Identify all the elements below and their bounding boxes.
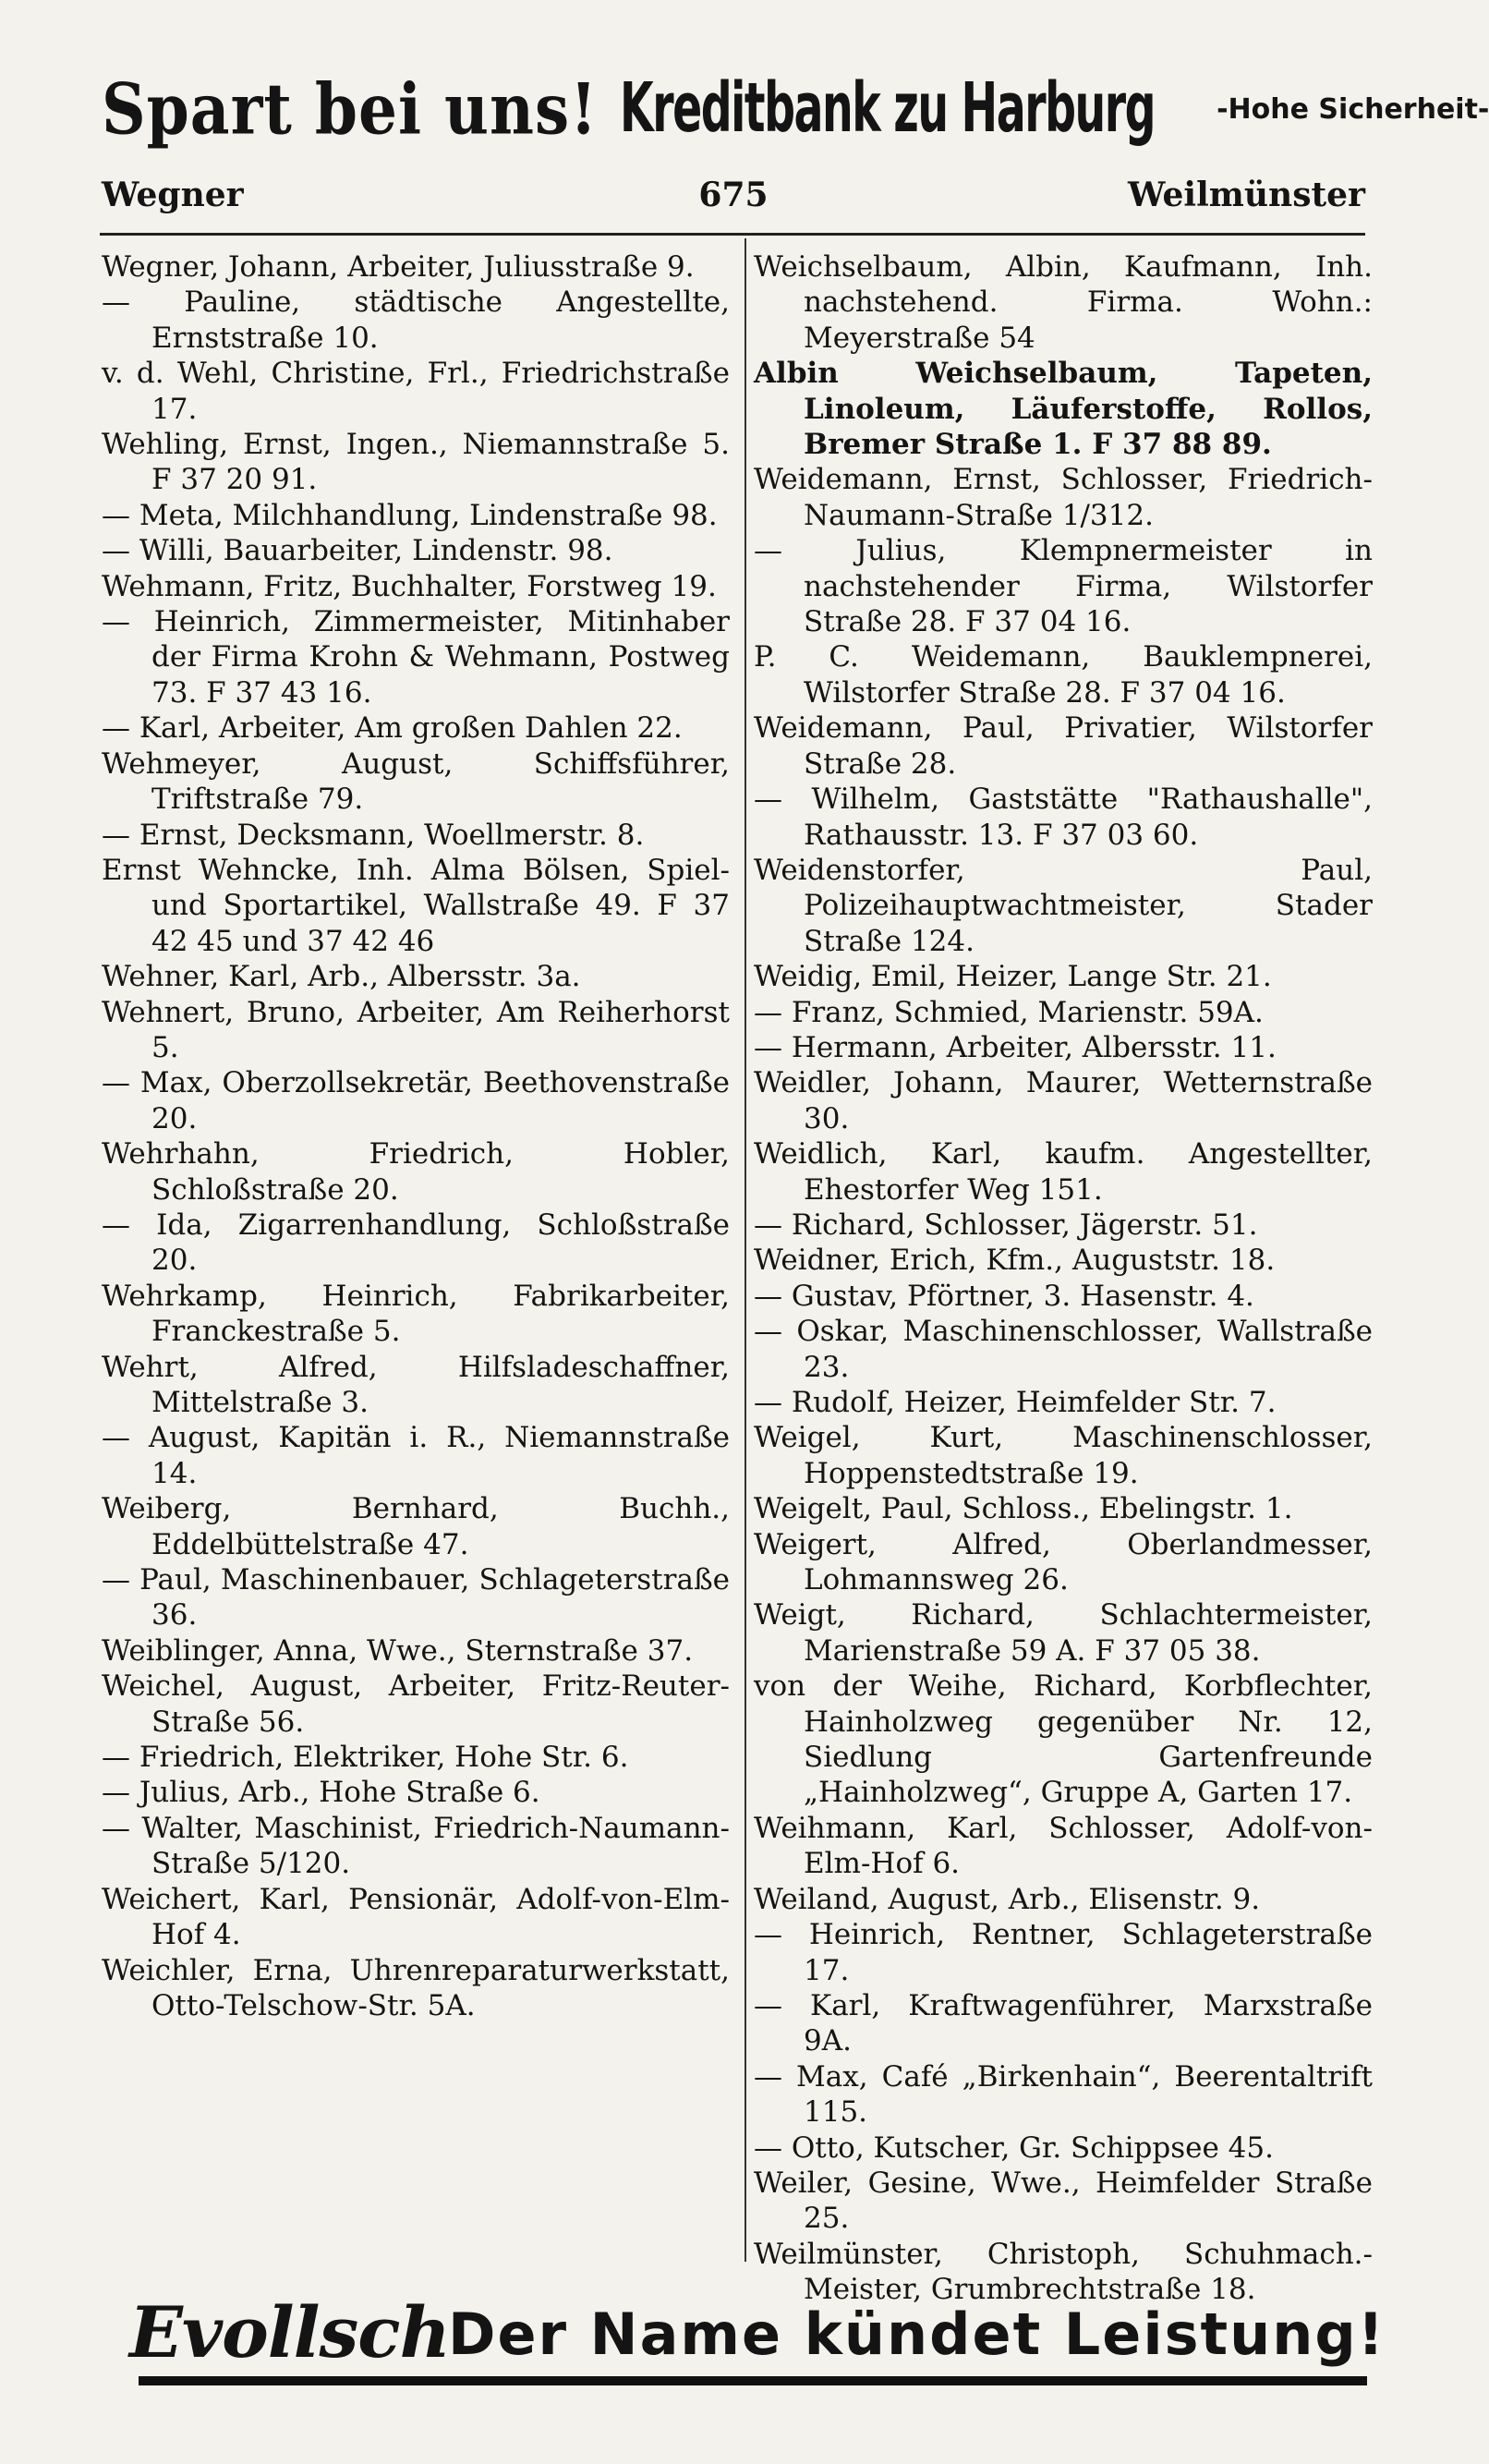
directory-entry: Wehrkamp, Heinrich, Fabrikarbeiter, Franckestraße 5. <box>102 1279 730 1349</box>
directory-entry: Weiler, Gesine, Wwe., Heimfelder Straße 25. <box>754 2166 1373 2236</box>
directory-entry: — Heinrich, Rentner, Schlageterstraße 17. <box>754 1918 1373 1987</box>
directory-entry: von der Weihe, Richard, Korbflechter, Hainholzweg gegenüber Nr. 12, Siedlung Gartenfreunde „Hainholzweg“, Gruppe A, Garten 17. <box>754 1669 1373 1810</box>
directory-entry: Weihmann, Karl, Schlosser, Adolf-von-Elm-Hof 6. <box>754 1811 1373 1881</box>
top-banner-ad <box>102 67 1489 152</box>
directory-entry: — Ida, Zigarrenhandlung, Schloßstraße 20. <box>102 1208 730 1278</box>
ad-brand-logo: Evollsch <box>129 2291 450 2373</box>
directory-entry: — Rudolf, Heizer, Heimfelder Str. 7. <box>754 1386 1277 1419</box>
running-header <box>102 176 1365 231</box>
header-last-name: Weilmünster <box>1128 176 1365 214</box>
directory-entry: — Willi, Bauarbeiter, Lindenstr. 98. <box>102 534 613 568</box>
directory-entry: Weiland, August, Arb., Elisenstr. 9. <box>754 1882 1261 1916</box>
directory-entry: Weidemann, Ernst, Schlosser, Friedrich-Naumann-Straße 1/312. <box>754 463 1373 532</box>
left-column <box>102 249 730 2254</box>
directory-entry: Weichler, Erna, Uhrenreparaturwerkstatt, Otto-Telschow-Str. 5A. <box>102 1953 730 2022</box>
directory-entry: v. d. Wehl, Christine, Frl., Friedrichstraße 17. <box>102 357 730 426</box>
directory-entry: Ernst Wehncke, Inh. Alma Bölsen, Spiel- und Sportartikel, Wallstraße 49. F 37 42 45 und 37 42 46 <box>102 853 730 958</box>
directory-entry: Weichselbaum, Albin, Kaufmann, Inh. nachstehend. Firma. Wohn.: Meyerstraße 54 <box>754 250 1373 355</box>
directory-entry: — Otto, Kutscher, Gr. Schippsee 45. <box>754 2130 1274 2165</box>
directory-entry: Weichel, August, Arbeiter, Fritz-Reuter-Straße 56. <box>102 1669 730 1739</box>
directory-entry: — Friedrich, Elektriker, Hohe Str. 6. <box>102 1741 629 1775</box>
directory-entry: Weiblinger, Anna, Wwe., Sternstraße 37. <box>102 1633 694 1668</box>
directory-entry: Wehling, Ernst, Ingen., Niemannstraße 5. F 37 20 91. <box>102 428 730 497</box>
banner-bank-name: Kreditbank zu Harburg <box>620 69 1156 149</box>
directory-entry: Albin Weichselbaum, Tapeten, Linoleum, Läuferstoffe, Rollos, Bremer Straße 1. F 37 88 89. <box>754 357 1373 462</box>
directory-entry: Weilmünster, Christoph, Schuhmach.-Meister, Grumbrechtstraße 18. <box>754 2237 1373 2307</box>
ad-slogan: Der Name kündet Leistung! <box>448 2300 1386 2368</box>
directory-entry: — August, Kapitän i. R., Niemannstraße 14. <box>102 1421 730 1490</box>
directory-entry: — Walter, Maschinist, Friedrich-Naumann-Straße 5/120. <box>102 1811 730 1881</box>
directory-entry: — Pauline, städtische Angestellte, Ernststraße 10. <box>102 285 730 355</box>
directory-entry: Weidner, Erich, Kfm., Auguststr. 18. <box>754 1244 1276 1278</box>
directory-entry: Weigelt, Paul, Schloss., Ebelingstr. 1. <box>754 1492 1293 1526</box>
directory-entry: Weigert, Alfred, Oberlandmesser, Lohmannsweg 26. <box>754 1527 1373 1597</box>
directory-entry: — Heinrich, Zimmermeister, Mitinhaber der Firma Krohn & Wehmann, Postweg 73. F 37 43 16. <box>102 605 730 710</box>
ad-underline <box>139 2376 1367 2385</box>
column-divider <box>744 238 746 2262</box>
directory-entry: Wehrhahn, Friedrich, Hobler, Schloßstraße 20. <box>102 1137 730 1207</box>
directory-entry: — Franz, Schmied, Marienstr. 59A. <box>754 995 1264 1029</box>
directory-entry: — Richard, Schlosser, Jägerstr. 51. <box>754 1208 1258 1242</box>
directory-entry: Weidler, Johann, Maurer, Wetternstraße 30. <box>754 1066 1373 1135</box>
directory-entry: — Gustav, Pförtner, 3. Hasenstr. 4. <box>754 1279 1254 1313</box>
directory-entry: — Hermann, Arbeiter, Albersstr. 11. <box>754 1030 1277 1064</box>
directory-entry: Wehner, Karl, Arb., Albersstr. 3a. <box>102 960 581 994</box>
directory-entry: Weidemann, Paul, Privatier, Wilstorfer Straße 28. <box>754 711 1373 781</box>
directory-entry: — Max, Oberzollsekretär, Beethovenstraße 20. <box>102 1066 730 1135</box>
directory-entry: — Julius, Arb., Hohe Straße 6. <box>102 1776 540 1810</box>
directory-entry: — Oskar, Maschinenschlosser, Wallstraße 23. <box>754 1315 1373 1384</box>
directory-entry: Wehnert, Bruno, Arbeiter, Am Reiherhorst 5. <box>102 995 730 1064</box>
directory-entry: Weidig, Emil, Heizer, Lange Str. 21. <box>754 960 1272 994</box>
directory-entry: Wehrt, Alfred, Hilfsladeschaffner, Mittelstraße 3. <box>102 1350 730 1419</box>
banner-tagline: -Hohe Sicherheit- <box>1217 92 1489 126</box>
directory-entry: — Ernst, Decksmann, Woellmerstr. 8. <box>102 818 645 852</box>
directory-entry: Weidenstorfer, Paul, Polizeihauptwachtmeister, Stader Straße 124. <box>754 853 1373 958</box>
directory-entry: — Paul, Maschinenbauer, Schlageterstraße 36. <box>102 1563 730 1633</box>
right-column <box>754 249 1373 2307</box>
directory-entry: Weidlich, Karl, kaufm. Angestellter, Ehestorfer Weg 151. <box>754 1137 1373 1207</box>
directory-entry: — Karl, Arbeiter, Am großen Dahlen 22. <box>102 711 683 746</box>
directory-entry: — Julius, Klempnermeister in nachstehender Firma, Wilstorfer Straße 28. F 37 04 16. <box>754 534 1373 639</box>
directory-entry: — Karl, Kraftwagenführer, Marxstraße 9A. <box>754 1988 1373 2058</box>
directory-entry: Weichert, Karl, Pensionär, Adolf-von-Elm-Hof 4. <box>102 1882 730 1952</box>
directory-entry: Weigt, Richard, Schlachtermeister, Marienstraße 59 A. F 37 05 38. <box>754 1598 1373 1668</box>
directory-entry: — Meta, Milchhandlung, Lindenstraße 98. <box>102 498 718 532</box>
directory-entry: Weigel, Kurt, Maschinenschlosser, Hoppenstedtstraße 19. <box>754 1421 1373 1490</box>
directory-entry: Wehmeyer, August, Schiffsführer, Triftstraße 79. <box>102 746 730 817</box>
directory-entry: — Max, Café „Birkenhain“, Beerentaltrift 115. <box>754 2059 1373 2130</box>
bottom-advertisement <box>129 2291 1386 2393</box>
directory-entry: Wegner, Johann, Arbeiter, Juliusstraße 9. <box>102 250 695 284</box>
header-first-name: Wegner <box>102 176 244 214</box>
header-rule <box>100 233 1365 236</box>
directory-entry: — Wilhelm, Gaststätte "Rathaushalle", Rathausstr. 13. F 37 03 60. <box>754 783 1373 852</box>
banner-slogan: Spart bei uns! <box>102 67 599 151</box>
page-number: 675 <box>698 176 769 214</box>
directory-entry: Weiberg, Bernhard, Buchh., Eddelbüttelstraße 47. <box>102 1492 730 1561</box>
directory-entry: Wehmann, Fritz, Buchhalter, Forstweg 19. <box>102 569 717 603</box>
directory-entry: P. C. Weidemann, Bauklempnerei, Wilstorfer Straße 28. F 37 04 16. <box>754 640 1373 710</box>
